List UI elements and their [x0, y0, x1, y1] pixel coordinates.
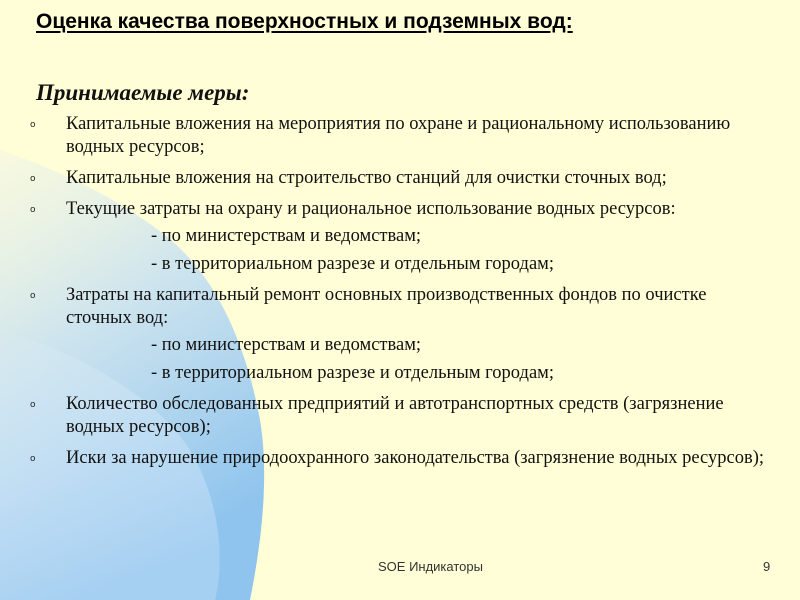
sub-list-item: - в территориальном разрезе и отдельным городам; — [151, 254, 554, 274]
sub-list — [66, 225, 770, 276]
footer-label: SOE Индикаторы — [378, 559, 483, 574]
list-item — [30, 113, 770, 159]
bullet-icon: o — [30, 291, 36, 301]
list-item — [30, 284, 770, 385]
list-item — [30, 198, 770, 276]
list-item-text: Иски за нарушение природоохранного законодательства (загрязнение водных ресурсов); — [66, 448, 765, 468]
bullet-icon: o — [30, 400, 36, 410]
list-item — [30, 167, 770, 190]
slide-subtitle: Принимаемые меры: — [36, 80, 250, 105]
list-item-text: Капитальные вложения на мероприятия по охране и рациональному использованию водных ресурсов; — [66, 114, 731, 157]
bullet-icon: o — [30, 205, 36, 215]
list-item-text: Затраты на капитальный ремонт основных производственных фондов по очистке сточных вод: — [66, 285, 707, 328]
sub-list-item: - в территориальном разрезе и отдельным городам; — [151, 363, 554, 383]
bullet-icon: o — [30, 174, 36, 184]
bullet-icon: o — [30, 120, 36, 130]
sub-list-item: - по министерствам и ведомствам; — [151, 226, 422, 246]
list-item-text: Текущие затраты на охрану и рациональное использование водных ресурсов: — [66, 199, 676, 219]
sub-list-item: - по министерствам и ведомствам; — [151, 335, 422, 355]
list-item — [30, 393, 770, 439]
list-item — [30, 447, 770, 470]
list-item-text: Количество обследованных предприятий и автотранспортных средств (загрязнение водных ресурсов); — [66, 394, 724, 437]
slide-title: Оценка качества поверхностных и подземных вод: — [36, 10, 573, 33]
bullet-list — [30, 113, 770, 478]
list-item-text: Капитальные вложения на строительство станций для очистки сточных вод; — [66, 168, 667, 188]
bullet-icon: o — [30, 454, 36, 464]
sub-list — [66, 334, 770, 385]
page-number: 9 — [763, 559, 771, 574]
